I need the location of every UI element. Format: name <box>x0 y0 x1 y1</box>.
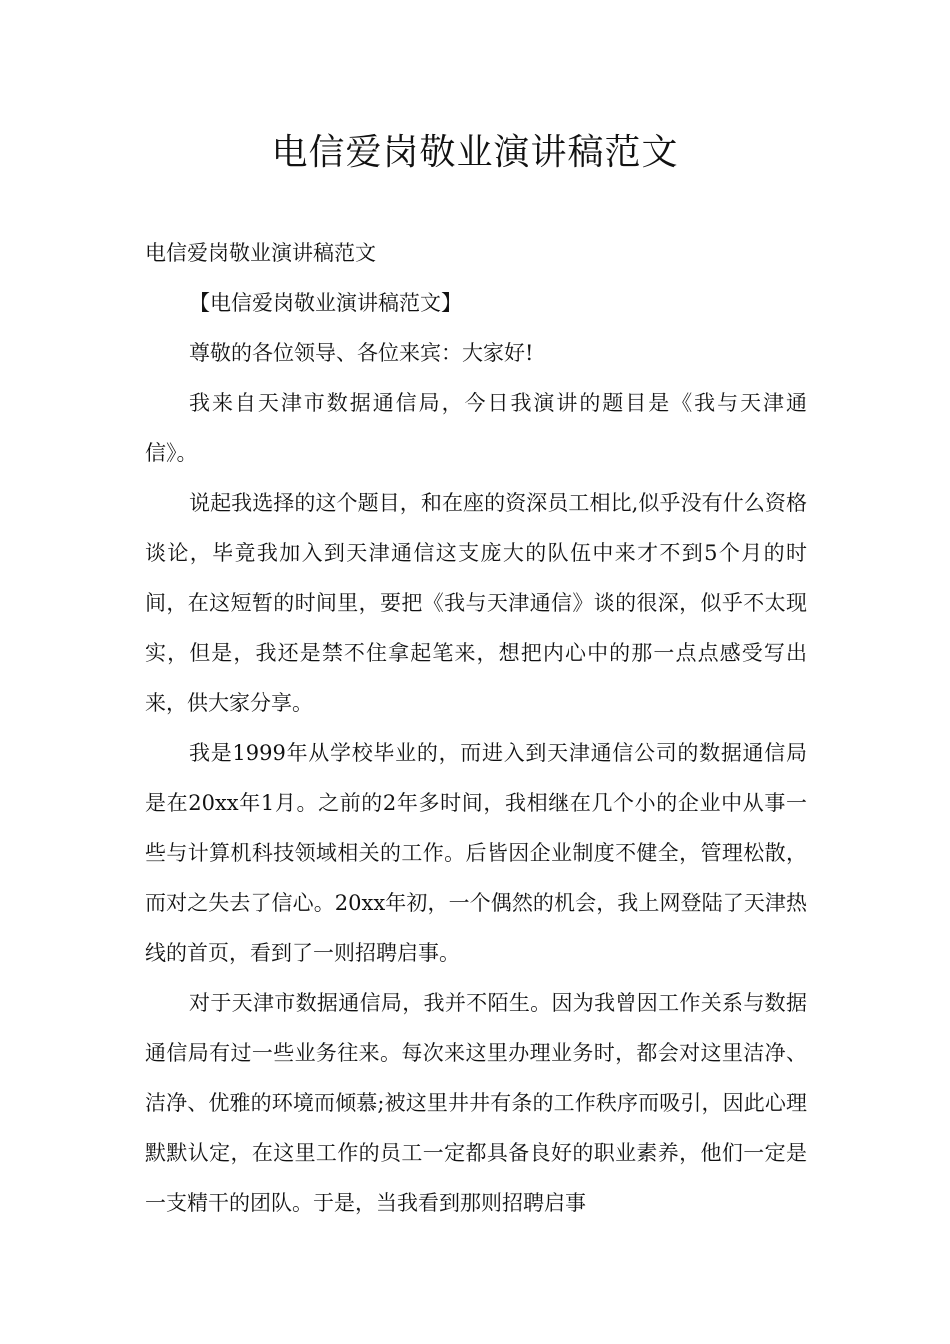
body-paragraph: 我是1999年从学校毕业的，而进入到天津通信公司的数据通信局是在20xx年1月。之前的2年多时间，我相继在几个小的企业中从事一些与计算机科技领域相关的工作。后皆因企业制度不健全，管理松散，而对之失去了信心。20xx年初，一个偶然的机会，我上网登陆了天津热线的首页，看到了一则招聘启事。 <box>145 741 807 965</box>
body-paragraph: 对于天津市数据通信局，我并不陌生。因为我曾因工作关系与数据通信局有过一些业务往来。每次来这里办理业务时，都会对这里洁净、洁净、优雅的环境而倾慕;被这里井井有条的工作秩序而吸引，因此心理默默认定，在这里工作的员工一定都具备良好的职业素养，他们一定是一支精干的团队。于是，当我看到那则招聘启事 <box>145 991 807 1215</box>
bracket-title-paragraph: 【电信爱岗敬业演讲稿范文】 <box>189 291 462 315</box>
subtitle-paragraph: 电信爱岗敬业演讲稿范文 <box>145 241 376 265</box>
document-title: 电信爱岗敬业演讲稿范文 <box>271 132 679 173</box>
body-paragraph: 说起我选择的这个题目，和在座的资深员工相比,似乎没有什么资格谈论，毕竟我加入到天津通信这支庞大的队伍中来才不到5个月的时间，在这短暂的时间里，要把《我与天津通信》谈的很深，似乎不太现实，但是，我还是禁不住拿起笔来，想把内心中的那一点点感受写出来，供大家分享。 <box>145 491 807 715</box>
body-paragraph: 我来自天津市数据通信局，今日我演讲的题目是《我与天津通信》。 <box>145 391 807 465</box>
greeting-paragraph: 尊敬的各位领导、各位来宾：大家好! <box>189 341 534 365</box>
document-body <box>145 228 807 1228</box>
